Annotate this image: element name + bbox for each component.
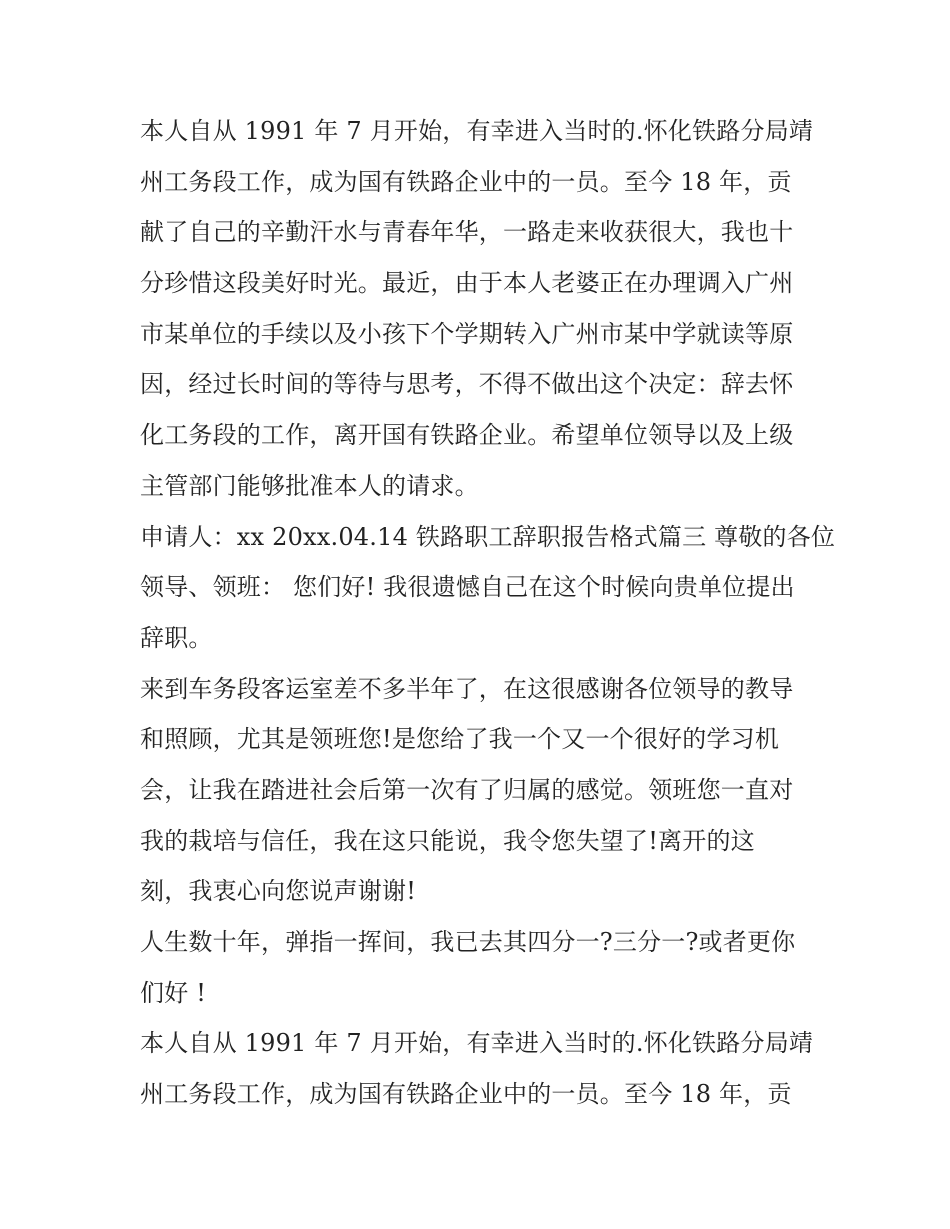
text-line: 们好 ! (140, 978, 207, 1007)
text-line: 州工务段工作，成为国有铁路企业中的一员。至今 18 年，贡 (140, 1080, 792, 1109)
text-line: 本人自从 1991 年 7 月开始，有幸进入当时的.怀化铁路分局靖 (140, 117, 814, 145)
text-line: 主管部门能够批准本人的请求。 (140, 471, 479, 500)
text-line: 辞职。 (140, 623, 213, 652)
text-line: 会，让我在踏进社会后第一次有了归属的感觉。领班您一直对 (140, 775, 794, 804)
text-line: 刻，我衷心向您说声谢谢! (140, 877, 417, 906)
text-line: 州工务段工作，成为国有铁路企业中的一员。至今 18 年，贡 (140, 167, 792, 196)
document-body (140, 106, 836, 1120)
text-line: 本人自从 1991 年 7 月开始，有幸进入当时的.怀化铁路分局靖 (140, 1029, 814, 1058)
text-line: 申请人：xx 20xx.04.14 铁路职工辞职报告格式篇三 尊敬的各位 (140, 522, 836, 551)
text-line: 分珍惜这段美好时光。最近，由于本人老婆正在办理调入广州 (140, 269, 794, 298)
text-line: 领导、领班： 您们好! 我很遗憾自己在这个时候向贵单位提出 (140, 573, 795, 602)
text-line: 人生数十年，弹指一挥间，我已去其四分一?三分一?或者更你 (140, 928, 796, 956)
text-line: 献了自己的辛勤汗水与青春年华，一路走来收获很大，我也十 (140, 218, 794, 247)
text-line: 来到车务段客运室差不多半年了，在这很感谢各位领导的教导 (140, 674, 794, 703)
text-line: 和照顾，尤其是领班您!是您给了我一个又一个很好的学习机 (140, 725, 780, 754)
text-line: 市某单位的手续以及小孩下个学期转入广州市某中学就读等原 (140, 319, 794, 348)
text-line: 化工务段的工作，离开国有铁路企业。希望单位领导以及上级 (140, 421, 794, 450)
text-line: 我的栽培与信任，我在这只能说，我令您失望了!离开的这 (140, 826, 755, 855)
text-line: 因，经过长时间的等待与思考，不得不做出这个决定：辞去怀 (140, 370, 794, 399)
